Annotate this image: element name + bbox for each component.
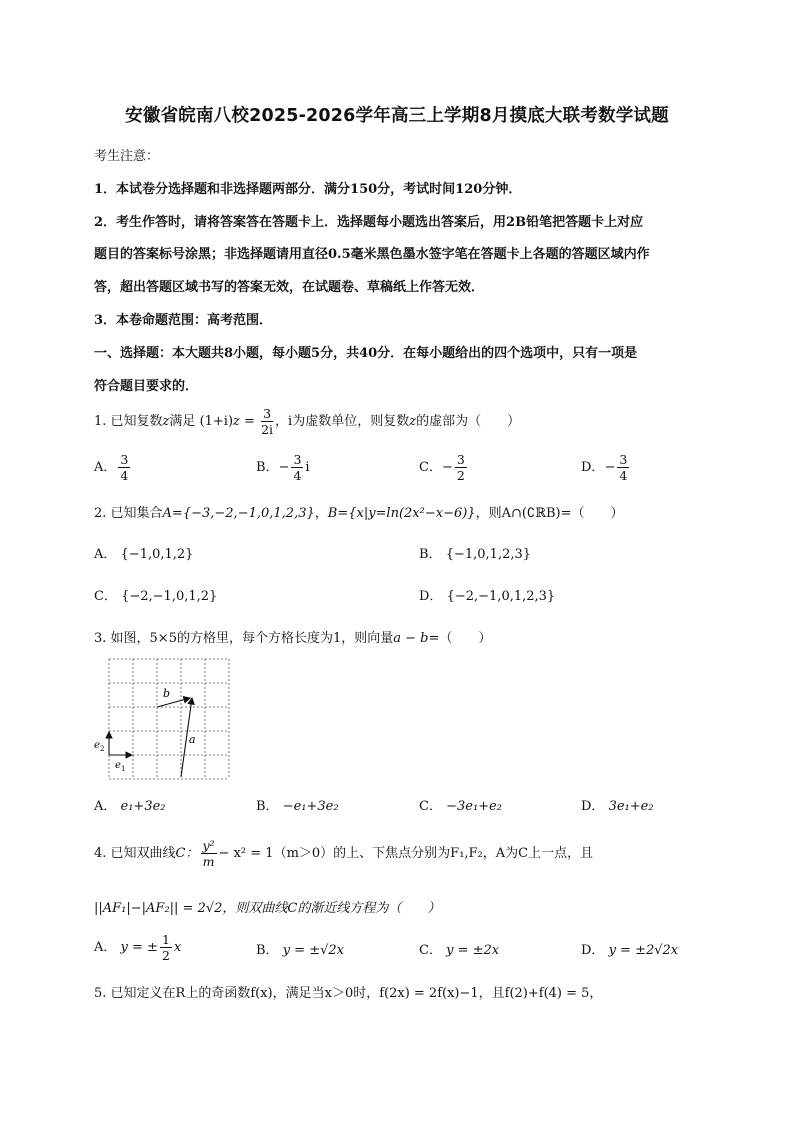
q4-option-d[interactable]	[581, 939, 678, 958]
q4-option-b[interactable]	[256, 939, 344, 958]
q3-option-a-text: e₁+3e₂	[120, 799, 166, 814]
notice-item-2-line1: 2．考生作答时，请将答案答在答题卡上．选择题每小题选出答案后，用2B铅笔把答题卡上对应	[94, 215, 644, 230]
q5-stem: 5. 已知定义在R上的奇函数f(x)，满足当x＞0时，f(2x) = 2f(x)−1，且f(2)+f(4) = 5，	[94, 986, 603, 1001]
q3-option-c-text: −3e₁+e₂	[446, 799, 502, 814]
q3-stem	[94, 627, 491, 646]
q4-option-c[interactable]	[419, 939, 499, 958]
q3-option-b[interactable]	[256, 795, 339, 814]
q4-option-a[interactable]	[94, 932, 181, 963]
q3-option-d-text: 3e₁+e₂	[608, 799, 654, 814]
q2-option-b-label: B．	[419, 547, 442, 562]
q1-option-c[interactable]	[419, 452, 469, 483]
q1-option-b-tail: i	[305, 460, 310, 475]
notice-heading: 考生注意：	[94, 149, 160, 164]
q1-option-d-num: 3	[619, 452, 628, 467]
q1-option-b-label: B．	[256, 460, 279, 475]
q1-option-c-den: 2	[456, 468, 465, 483]
q4-option-a-pre: y = ±	[120, 940, 158, 955]
notice-item-2-line3: 答，超出答题区域书写的答案无效，在试题卷、草稿纸上作答无效．	[94, 280, 485, 295]
q4-stem-line2: ||AF₁|−|AF₂|| = 2√2，则双曲线C的渐近线方程为（ ）	[94, 901, 441, 916]
q1-option-c-sign: −	[441, 460, 453, 475]
q1-stem	[94, 406, 520, 437]
q1-eq-lhs: (1+i)	[199, 414, 234, 429]
q1-option-b[interactable]	[256, 452, 310, 483]
q4-option-d-label: D．	[581, 943, 605, 958]
q3-option-b-label: B．	[256, 799, 279, 814]
q1-option-a-frac	[118, 452, 130, 483]
q4-option-a-frac	[160, 932, 172, 963]
q1-option-a[interactable]	[94, 452, 132, 483]
q2-option-a[interactable]	[94, 543, 193, 562]
q4-frac-num: y²	[202, 838, 215, 853]
q4-option-a-num: 1	[161, 932, 170, 947]
q2-set-b: B={x|y=ln(2x²−x−6)}	[327, 506, 476, 521]
notice-item-1: 1．本试卷分选择题和非选择题两部分．满分150分，考试时间120分钟．	[94, 182, 522, 197]
q1-prefix: 1. 已知复数	[94, 414, 163, 429]
q4-curve-name: C：	[175, 846, 199, 861]
q1-option-b-frac	[291, 452, 303, 483]
q4-option-a-post: x	[173, 940, 182, 955]
q2-prefix: 2. 已知集合	[94, 506, 163, 521]
q1-option-b-sign: −	[278, 460, 290, 475]
q4-stem-line1	[94, 838, 593, 869]
q3-option-b-text: −e₁+3e₂	[282, 799, 339, 814]
q1-end: 的虚部为（ ）	[416, 414, 521, 429]
label-e1: e	[115, 760, 121, 771]
q4-option-c-text: y = ±2x	[446, 943, 500, 958]
q1-option-d-sign: −	[604, 460, 616, 475]
notice-item-2-line2: 题目的答案标号涂黑；非选择题请用直径0.5毫米黑色墨水签字笔在答题卡上各题的答题区域内作	[94, 247, 650, 262]
q2-option-b[interactable]	[419, 543, 531, 562]
q1-option-b-num: 3	[293, 452, 302, 467]
label-e1-sub: 1	[121, 765, 126, 773]
q1-z2: z	[409, 414, 417, 429]
q1-option-d-den: 4	[619, 468, 628, 483]
section1-heading-line2: 符合题目要求的．	[94, 379, 199, 394]
q1-option-d-label: D．	[581, 460, 605, 475]
q4-option-b-text: y = ±√2x	[282, 943, 344, 958]
q1-option-c-label: C．	[419, 460, 442, 475]
q2-option-a-label: A．	[94, 547, 117, 562]
q4-option-a-label: A．	[94, 940, 117, 955]
q3-option-a-label: A．	[94, 799, 117, 814]
q1-z: z	[162, 414, 170, 429]
q3-option-d-label: D．	[581, 799, 605, 814]
q2-option-a-text: {−1,0,1,2}	[120, 547, 194, 562]
q4-option-a-den: 2	[161, 948, 170, 963]
q2-sep: ，	[314, 506, 328, 521]
exam-title: 安徽省皖南八校2025-2026学年高三上学期8月摸底大联考数学试题	[125, 106, 669, 126]
q3-option-a[interactable]	[94, 795, 166, 814]
q3-option-c[interactable]	[419, 795, 502, 814]
q3-end: =（ ）	[428, 631, 492, 646]
q2-option-c[interactable]	[94, 585, 217, 604]
q4-option-b-label: B．	[256, 943, 279, 958]
label-a: a	[189, 733, 196, 746]
q1-option-c-frac	[455, 452, 467, 483]
q4-prefix: 4. 已知双曲线	[94, 846, 176, 861]
q1-suffix: ，i为虚数单位，则复数	[275, 414, 410, 429]
q1-frac-num: 3	[263, 406, 272, 421]
grid-lines	[109, 659, 229, 779]
vector-b-arrow	[157, 698, 190, 707]
q1-option-a-den: 4	[120, 468, 129, 483]
q1-option-b-den: 4	[293, 468, 302, 483]
label-e2-sub: 2	[100, 745, 105, 753]
q2-set-a: A={−3,−2,−1,0,1,2,3}	[162, 506, 315, 521]
q1-option-a-num: 3	[120, 452, 129, 467]
q1-frac-den: 2i	[261, 422, 274, 437]
q1-option-a-label: A．	[94, 460, 117, 475]
q1-fraction	[261, 406, 273, 437]
q1-satisfies: 满足	[169, 414, 196, 429]
label-b: b	[163, 687, 171, 700]
label-e2: e	[94, 740, 100, 751]
section1-heading-line1: 一、选择题：本大题共8小题，每小题5分，共40分．在每小题给出的四个选项中，只有一项是	[94, 346, 638, 361]
q3-option-c-label: C．	[419, 799, 442, 814]
q4-eq-rest: − x² = 1（m＞0）的上、下焦点分别为F₁,F₂，A为C上一点，且	[218, 846, 594, 861]
q2-stem	[94, 502, 624, 521]
q1-option-d[interactable]	[581, 452, 631, 483]
q1-option-d-frac	[617, 452, 629, 483]
q3-option-d[interactable]	[581, 795, 654, 814]
q1-eq-sign: =	[244, 414, 255, 429]
q2-option-c-label: C．	[94, 589, 117, 604]
q4-option-d-text: y = ±2√2x	[608, 943, 679, 958]
notice-item-3: 3．本卷命题范围：高考范围．	[94, 313, 273, 328]
q2-option-c-text: {−2,−1,0,1,2}	[121, 589, 218, 604]
q4-frac-den: m	[202, 854, 215, 869]
q1-eq-z: z	[233, 414, 240, 429]
q1-option-c-num: 3	[456, 452, 465, 467]
q3-stem-text: 3. 如图，5×5的方格里，每个方格长度为1，则向量	[94, 631, 394, 646]
q2-option-d-label: D．	[419, 589, 443, 604]
q4-option-c-label: C．	[419, 943, 442, 958]
q4-fraction	[201, 838, 217, 869]
q2-option-d[interactable]	[419, 585, 555, 604]
q2-ask: ，则A∩(∁ℝB)=（ ）	[475, 506, 624, 521]
q3-vector-expr: a − b	[393, 631, 429, 646]
q2-option-d-text: {−2,−1,0,1,2,3}	[446, 589, 556, 604]
q3-grid-figure	[92, 655, 242, 780]
q2-option-b-text: {−1,0,1,2,3}	[445, 547, 532, 562]
